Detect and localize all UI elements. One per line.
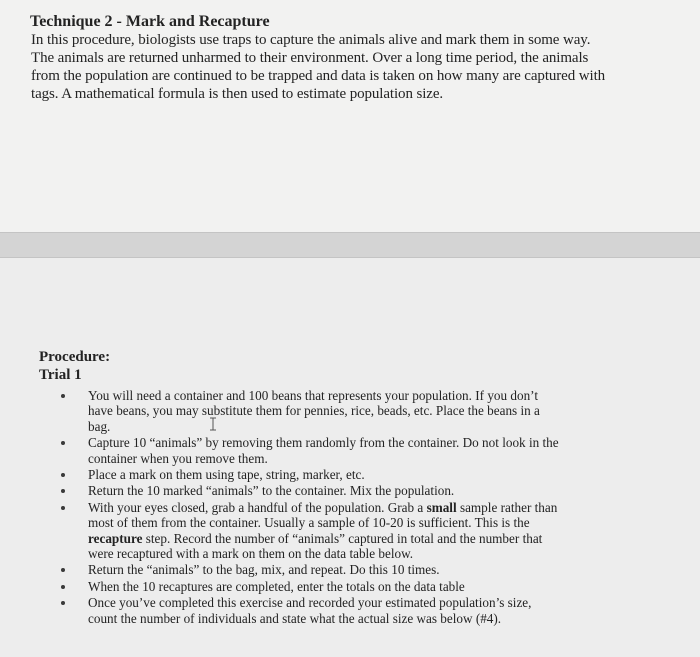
step-text-line: have beans, you may substitute them for pennies, rice, beads, etc. Place the beans in a (88, 403, 540, 419)
step-text-line: Capture 10 “animals” by removing them randomly from the container. Do not look in the (88, 435, 559, 451)
bullet-icon (61, 394, 65, 398)
step-item (58, 388, 658, 434)
bullet-icon (61, 568, 65, 572)
step-item (58, 595, 658, 626)
step-text-line (88, 500, 658, 515)
step-text-line: were recaptured with a mark on them on the data table below. (88, 546, 414, 562)
trial-label: Trial 1 (39, 367, 82, 383)
step-text-line: count the number of individuals and state what the actual size was below (#4). (88, 610, 502, 626)
step-text-line: most of them from the container. Usually a sample of 10-20 is sufficient. This is the (88, 515, 530, 531)
step-text-fragment: With your eyes closed, grab a handful of the population. Grab a (88, 499, 427, 515)
step-text-line (88, 531, 658, 546)
step-text-line: When the 10 recaptures are completed, enter the totals on the data table (88, 578, 465, 594)
step-text-line: container when you remove them. (88, 450, 268, 466)
step-text-line: Place a mark on them using tape, string, marker, etc. (88, 467, 365, 483)
procedure-label: Procedure: (39, 349, 111, 365)
step-item (58, 562, 658, 577)
step-item (58, 483, 658, 498)
bullet-icon (61, 473, 65, 477)
intro-paragraph (31, 31, 671, 103)
step-text-line: bag. (88, 418, 111, 434)
step-text-fragment: sample rather than (456, 499, 558, 515)
section-divider (0, 232, 700, 258)
intro-line: tags. A mathematical formula is then used to estimate population size. (31, 86, 444, 102)
step-item (58, 467, 658, 482)
technique-heading: Technique 2 - Mark and Recapture (30, 13, 270, 30)
small-emphasis: small (426, 499, 457, 515)
step-item (58, 435, 658, 466)
bullet-icon (61, 585, 65, 589)
step-text-line: You will need a container and 100 beans that represents your population. If you don’t (88, 388, 538, 403)
text-cursor-icon (209, 417, 217, 431)
step-item (58, 579, 658, 594)
bullet-icon (61, 441, 65, 445)
step-item (58, 500, 658, 562)
step-text-fragment: step. Record the number of “animals” captured in total and the number that (142, 530, 543, 546)
step-text-line: Return the “animals” to the bag, mix, and repeat. Do this 10 times. (88, 562, 440, 578)
intro-line: The animals are returned unharmed to their environment. Over a long time period, the animals (31, 50, 589, 66)
bullet-icon (61, 506, 65, 510)
step-text-line: Once you’ve completed this exercise and recorded your estimated population’s size, (88, 595, 532, 611)
step-text-line: Return the 10 marked “animals” to the container. Mix the population. (88, 483, 455, 499)
bullet-icon (61, 489, 65, 493)
recapture-emphasis: recapture (88, 530, 143, 546)
intro-line: from the population are continued to be trapped and data is taken on how many are captured with (31, 68, 606, 84)
intro-line: In this procedure, biologists use traps to capture the animals alive and mark them in some way. (31, 32, 591, 48)
bullet-icon (61, 601, 65, 605)
procedure-steps-list (58, 388, 658, 627)
